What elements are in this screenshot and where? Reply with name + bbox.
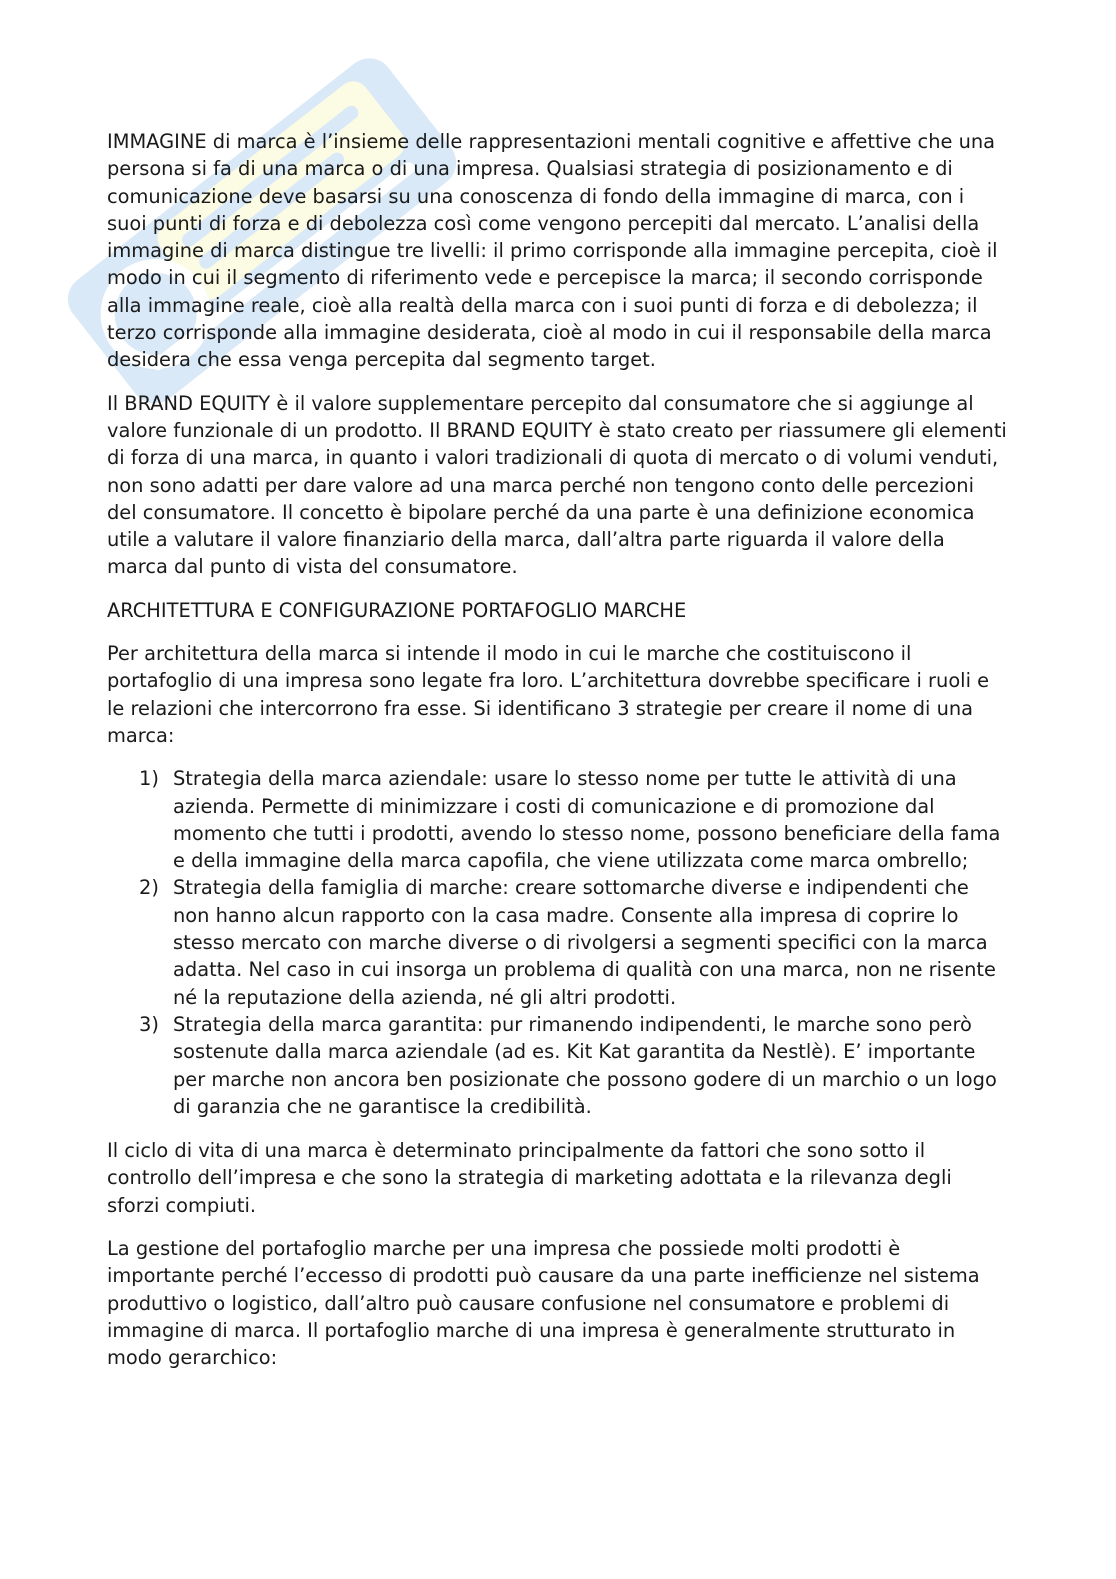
paragraph-brand-lifecycle: Il ciclo di vita di una marca è determinato principalmente da fattori che sono sotto il controllo dell’impresa e che sono la strategia di marketing adottata e la rilevanza degli sforzi compiuti. [107, 1139, 952, 1217]
document-body [107, 128, 1007, 1387]
list-item-number: 3) [139, 1012, 159, 1036]
section-heading: ARCHITETTURA E CONFIGURAZIONE PORTAFOGLIO MARCHE [107, 598, 687, 622]
list-item [107, 765, 1007, 874]
paragraph-portfolio-management: La gestione del portafoglio marche per una impresa che possiede molti prodotti è importante perché l’eccesso di prodotti può causare da una parte inefficienze nel sistema produttivo o logistico, dall’altro può causare confusione nel consumatore e problemi di immagine di marca. Il portafoglio marche di una impresa è generalmente strutturato in modo gerarchico: [107, 1236, 980, 1370]
paragraph-brand-equity: Il BRAND EQUITY è il valore supplementare percepito dal consumatore che si aggiunge al valore funzionale di un prodotto. Il BRAND EQUITY è stato creato per riassumere gli elementi di forza di una marca, in quanto i valori tradizionali di quota di mercato o di volumi venduti, non sono adatti per dare valore ad una marca perché non tengono conto delle percezioni del consumatore. Il concetto è bipolare perché da una parte è una definizione economica utile a valutare il valore finanziario della marca, dall’altra parte riguarda il valore della marca dal punto di vista del consumatore. [107, 391, 1007, 579]
list-item-text: Strategia della marca aziendale: usare lo stesso nome per tutte le attività di una azienda. Permette di minimizzare i costi di comunicazione e di promozione dal momento che tutti i prodotti, avendo lo stesso nome, possono beneficiare della fama e della immagine della marca capofila, che viene utilizzata come marca ombrello; [173, 767, 1001, 873]
paragraph-brand-image: IMMAGINE di marca è l’insieme delle rappresentazioni mentali cognitive e affettive che una persona si fa di una marca o di una impresa. Qualsiasi strategia di posizionamento e di comunicazione deve basarsi su una conoscenza di fondo della immagine di marca, con i suoi punti di forza e di debolezza così come vengono percepiti dal mercato. L’analisi della immagine di marca distingue tre livelli: il primo corrisponde alla immagine percepita, cioè il modo in cui il segmento di riferimento vede e percepisce la marca; il secondo corrisponde alla immagine reale, cioè alla realtà della marca con i suoi punti di forza e di debolezza; il terzo corrisponde alla immagine desiderata, cioè al modo in cui il responsabile della marca desidera che essa venga percepita dal segmento target. [107, 130, 998, 372]
list-item-text: Strategia della marca garantita: pur rimanendo indipendenti, le marche sono però sostenute dalla marca aziendale (ad es. Kit Kat garantita da Nestlè). E’ importante per marche non ancora ben posizionate che possono godere di un marchio o un logo di garanzia che ne garantisce la credibilità. [173, 1012, 997, 1118]
list-item [107, 1011, 1007, 1120]
strategy-list [107, 765, 1007, 1120]
list-item-text: Strategia della famiglia di marche: creare sottomarche diverse e indipendenti che non hanno alcun rapporto con la casa madre. Consente alla impresa di coprire lo stesso mercato con marche diverse o di rivolgersi a segmenti specifici con la marca adatta. Nel caso in cui insorga un problema di qualità con una marca, non ne risente né la reputazione della azienda, né gli altri prodotti. [173, 876, 996, 1009]
list-item-number: 1) [139, 767, 159, 791]
list-item [107, 874, 1007, 1010]
list-item-number: 2) [139, 876, 159, 900]
paragraph-brand-architecture: Per architettura della marca si intende il modo in cui le marche che costituiscono il portafoglio di una impresa sono legate fra loro. L’architettura dovrebbe specificare i ruoli e le relazioni che intercorrono fra esse. Si identificano 3 strategie per creare il nome di una marca: [107, 642, 990, 747]
